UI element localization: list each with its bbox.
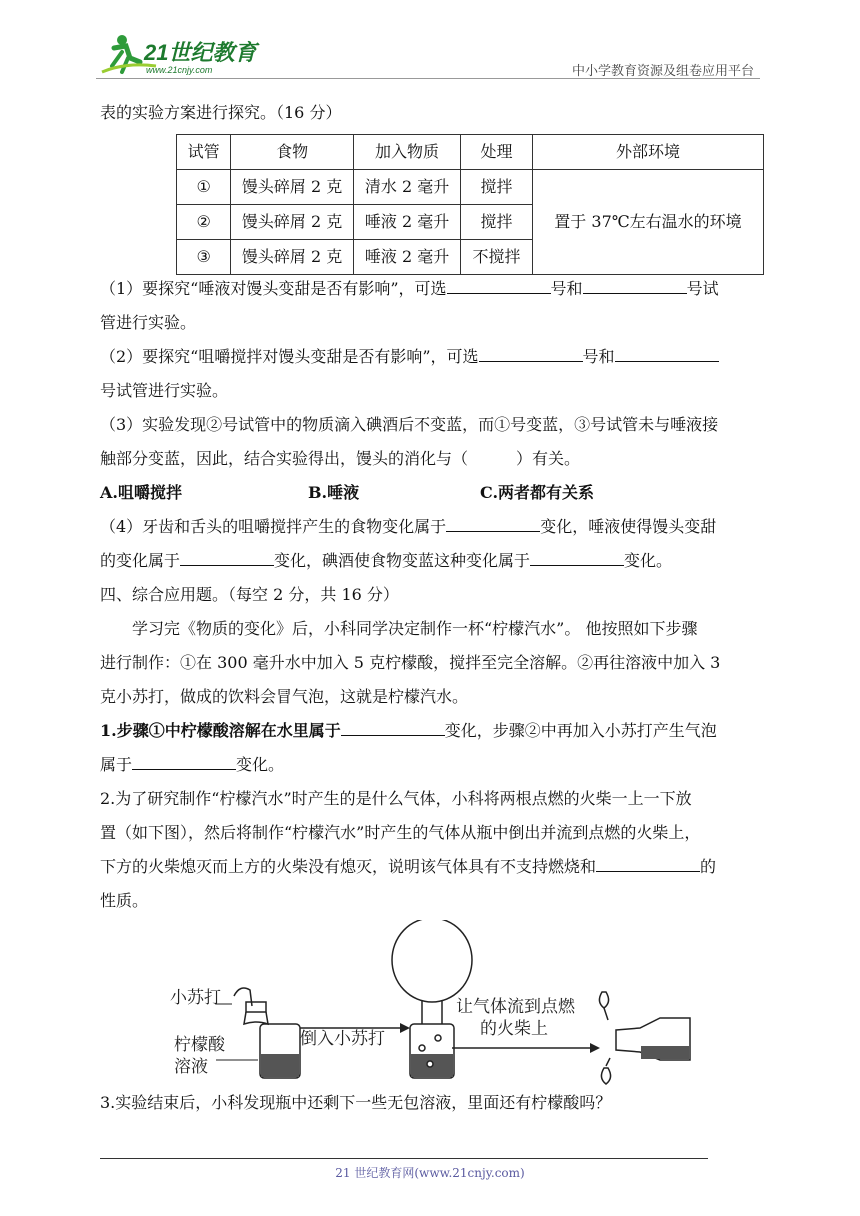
table-cell: 唾液 2 毫升 <box>354 240 461 275</box>
label-acid: 柠檬酸 <box>174 1035 225 1055</box>
question-1: （1）要探究“唾液对馒头变甜是否有影响”，可选 号和 号试 <box>100 272 719 306</box>
table-cell: 不搅拌 <box>461 240 533 275</box>
question-1-cont: 管进行实验。 <box>100 313 197 332</box>
arrow2-label: 的火柴上 <box>480 1019 548 1039</box>
table-cell: 搅拌 <box>461 170 533 205</box>
answer-blank[interactable] <box>615 343 719 362</box>
answer-blank[interactable] <box>530 547 624 566</box>
subquestion-2-line: 性质。 <box>100 891 149 910</box>
label-acid-solution: 溶液 <box>174 1057 208 1077</box>
option-b: B.唾液 <box>308 483 360 502</box>
subquestion-1-cont: 属于 变化。 <box>100 748 284 782</box>
question-3: （3）实验发现②号试管中的物质滴入碘酒后不变蓝，而①号变蓝，③号试管未与唾液接 <box>100 415 719 434</box>
answer-blank[interactable] <box>447 275 551 294</box>
arrow2-label: 让气体流到点燃 <box>456 997 575 1017</box>
question-2: （2）要探究“咀嚼搅拌对馒头变甜是否有影响”，可选 号和 <box>100 340 719 374</box>
experiment-figure <box>160 920 700 1090</box>
story-line: 进行制作：①在 300 毫升水中加入 5 克柠檬酸，搅拌至完全溶解。②再往溶液中加入 3 <box>100 653 721 672</box>
table-cell: 唾液 2 毫升 <box>354 205 461 240</box>
subquestion-2: 2.为了研究制作“柠檬汽水”时产生的是什么气体，小科将两根点燃的火柴一上一下放 <box>100 789 692 808</box>
flame-icon <box>599 992 610 1084</box>
table-header: 食物 <box>231 135 354 170</box>
question-3-cont: 触部分变蓝，因此，结合实验得出，馒头的消化与（ ）有关。 <box>100 449 581 468</box>
arrow1-label: 倒入小苏打 <box>300 1029 385 1049</box>
answer-blank[interactable] <box>341 717 445 736</box>
table-row <box>177 170 764 205</box>
answer-blank[interactable] <box>596 853 700 872</box>
platform-name: 中小学教育资源及组卷应用平台 <box>571 64 754 79</box>
svg-text:21世纪教育: 21世纪教育 <box>144 40 257 65</box>
table-cell: 搅拌 <box>461 205 533 240</box>
subquestion-2-line: 下方的火柴熄灭而上方的火柴没有熄灭，说明该气体具有不支持燃烧和 的 <box>100 850 716 884</box>
table-cell: ③ <box>177 240 231 275</box>
table-header: 外部环境 <box>532 135 763 170</box>
footer-divider <box>100 1158 708 1159</box>
page-header <box>96 30 760 78</box>
answer-blank[interactable] <box>180 547 274 566</box>
table-header: 试管 <box>177 135 231 170</box>
option-a: A.咀嚼搅拌 <box>100 483 182 502</box>
subquestion-3: 3.实验结束后，小科发现瓶中还剩下一些无包溶液，里面还有柠檬酸吗？ <box>100 1093 612 1112</box>
svg-text:www.21cnjy.com: www.21cnjy.com <box>146 65 213 75</box>
table-cell: 馒头碎屑 2 克 <box>231 205 354 240</box>
logo-21cnjy <box>96 32 266 76</box>
section-heading: 四、综合应用题。（每空 2 分，共 16 分） <box>100 585 399 604</box>
table-cell: 馒头碎屑 2 克 <box>231 170 354 205</box>
table-cell: ① <box>177 170 231 205</box>
table-header: 加入物质 <box>354 135 461 170</box>
story-line: 学习完《物质的变化》后，小科同学决定制作一杯“柠檬汽水”。 他按照如下步骤 <box>132 619 698 638</box>
table-header-row <box>177 135 764 170</box>
answer-blank[interactable] <box>446 513 540 532</box>
bottle-icon <box>234 988 300 1078</box>
experiment-table <box>176 134 764 275</box>
table-cell: 馒头碎屑 2 克 <box>231 240 354 275</box>
table-cell: 清水 2 毫升 <box>354 170 461 205</box>
question-2-cont: 号试管进行实验。 <box>100 381 229 400</box>
answer-blank[interactable] <box>583 275 687 294</box>
intro-text: 表的实验方案进行探究。（16 分） <box>100 103 342 122</box>
pouring-bottle-icon <box>616 1018 690 1060</box>
table-header: 处理 <box>461 135 533 170</box>
option-c: C.两者都有关系 <box>480 483 595 502</box>
table-cell: ② <box>177 205 231 240</box>
answer-blank[interactable] <box>479 343 583 362</box>
label-soda: 小苏打 <box>170 988 221 1008</box>
subquestion-1: 1.步骤①中柠檬酸溶解在水里属于 变化，步骤②中再加入小苏打产生气泡 <box>100 714 717 748</box>
footer-text: 21 世纪教育网(www.21cnjy.com) <box>335 1166 525 1180</box>
question-4: （4）牙齿和舌头的咀嚼搅拌产生的食物变化属于 变化，唾液使得馒头变甜 <box>100 510 716 544</box>
story-line: 克小苏打，做成的饮料会冒气泡，这就是柠檬汽水。 <box>100 687 469 706</box>
table-cell-environment: 置于 37℃左右温水的环境 <box>532 170 763 275</box>
subquestion-2-line: 置（如下图），然后将制作“柠檬汽水”时产生的气体从瓶中倒出并流到点燃的火柴上， <box>100 823 701 842</box>
answer-blank[interactable] <box>132 751 236 770</box>
header-divider <box>96 78 760 79</box>
question-4-cont: 的变化属于 变化，碘酒使食物变蓝这种变化属于 变化。 <box>100 544 672 578</box>
